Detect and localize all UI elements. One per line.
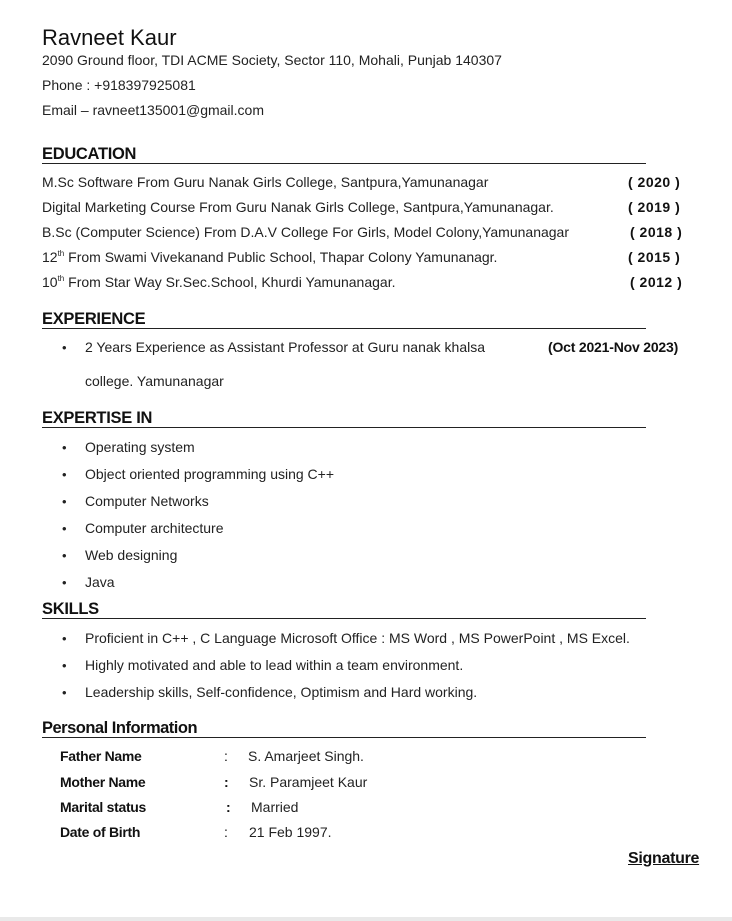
list-item: • Web designing bbox=[62, 547, 178, 563]
marital-status-value: Married bbox=[251, 799, 299, 815]
experience-section bbox=[42, 310, 646, 329]
bullet-icon: • bbox=[62, 658, 67, 673]
bullet-icon: • bbox=[62, 685, 67, 700]
education-section bbox=[42, 145, 646, 164]
bullet-icon: • bbox=[62, 575, 67, 590]
education-year: ( 2015 ) bbox=[628, 249, 681, 265]
list-item: • Computer Networks bbox=[62, 493, 209, 509]
father-name-label: Father Name bbox=[60, 748, 142, 764]
colon: : bbox=[224, 774, 229, 790]
candidate-name: Ravneet Kaur bbox=[42, 25, 177, 50]
dob-value: 21 Feb 1997. bbox=[249, 824, 332, 840]
education-row: 10th From Star Way Sr.Sec.School, Khurdi Yamunanagar. bbox=[42, 274, 396, 290]
bullet-icon: • bbox=[62, 340, 67, 355]
education-year: ( 2012 ) bbox=[630, 274, 683, 290]
education-row: Digital Marketing Course From Guru Nanak Girls College, Santpura,Yamunanagar. bbox=[42, 199, 554, 215]
bullet-icon: • bbox=[62, 521, 67, 536]
section-title-expertise: EXPERTISE IN bbox=[42, 409, 646, 428]
email: Email – ravneet135001@gmail.com bbox=[42, 102, 264, 118]
section-title-education: EDUCATION bbox=[42, 145, 646, 164]
address: 2090 Ground floor, TDI ACME Society, Sector 110, Mohali, Punjab 140307 bbox=[42, 52, 502, 68]
bullet-icon: • bbox=[62, 467, 67, 482]
mother-name-label: Mother Name bbox=[60, 774, 146, 790]
education-row: B.Sc (Computer Science) From D.A.V College For Girls, Model Colony,Yamunanagar bbox=[42, 224, 570, 240]
education-year: ( 2019 ) bbox=[628, 199, 681, 215]
colon: : bbox=[226, 799, 231, 815]
colon: : bbox=[224, 748, 228, 764]
education-year: ( 2020 ) bbox=[628, 174, 681, 190]
skills-section bbox=[42, 600, 646, 619]
section-title-personal: Personal Information bbox=[42, 719, 646, 738]
expertise-section bbox=[42, 409, 646, 428]
education-row: 12th From Swami Vivekanand Public School, Thapar Colony Yamunanagr. bbox=[42, 249, 498, 265]
list-item: • Leadership skills, Self-confidence, Optimism and Hard working. bbox=[62, 684, 478, 700]
father-name-value: S. Amarjeet Singh. bbox=[248, 748, 364, 764]
personal-section bbox=[42, 719, 646, 738]
phone: Phone : +918397925081 bbox=[42, 77, 196, 93]
section-title-skills: SKILLS bbox=[42, 600, 646, 619]
list-item: • Object oriented programming using C++ bbox=[62, 466, 335, 482]
bullet-icon: • bbox=[62, 548, 67, 563]
bullet-icon: • bbox=[62, 631, 67, 646]
education-year: ( 2018 ) bbox=[630, 224, 683, 240]
experience-period: (Oct 2021-Nov 2023) bbox=[548, 339, 679, 355]
list-item: • Highly motivated and able to lead within a team environment. bbox=[62, 657, 464, 673]
page-bottom-divider bbox=[0, 917, 732, 921]
mother-name-value: Sr. Paramjeet Kaur bbox=[249, 774, 368, 790]
list-item: • Computer architecture bbox=[62, 520, 224, 536]
bullet-icon: • bbox=[62, 494, 67, 509]
list-item: • Operating system bbox=[62, 439, 195, 455]
colon: : bbox=[224, 824, 228, 840]
list-item: • Proficient in C++ , C Language Microsoft Office : MS Word , MS PowerPoint , MS Excel. bbox=[62, 630, 630, 646]
list-item: • Java bbox=[62, 574, 115, 590]
education-row: M.Sc Software From Guru Nanak Girls College, Santpura,Yamunanagar bbox=[42, 174, 489, 190]
list-item: • 2 Years Experience as Assistant Professor at Guru nanak khalsa bbox=[62, 339, 486, 355]
bullet-icon: • bbox=[62, 440, 67, 455]
signature-label: Signature bbox=[628, 850, 700, 867]
marital-status-label: Marital status bbox=[60, 799, 147, 815]
list-item-continuation: college. Yamunanagar bbox=[85, 373, 224, 389]
section-title-experience: EXPERIENCE bbox=[42, 310, 646, 329]
dob-label: Date of Birth bbox=[60, 824, 141, 840]
